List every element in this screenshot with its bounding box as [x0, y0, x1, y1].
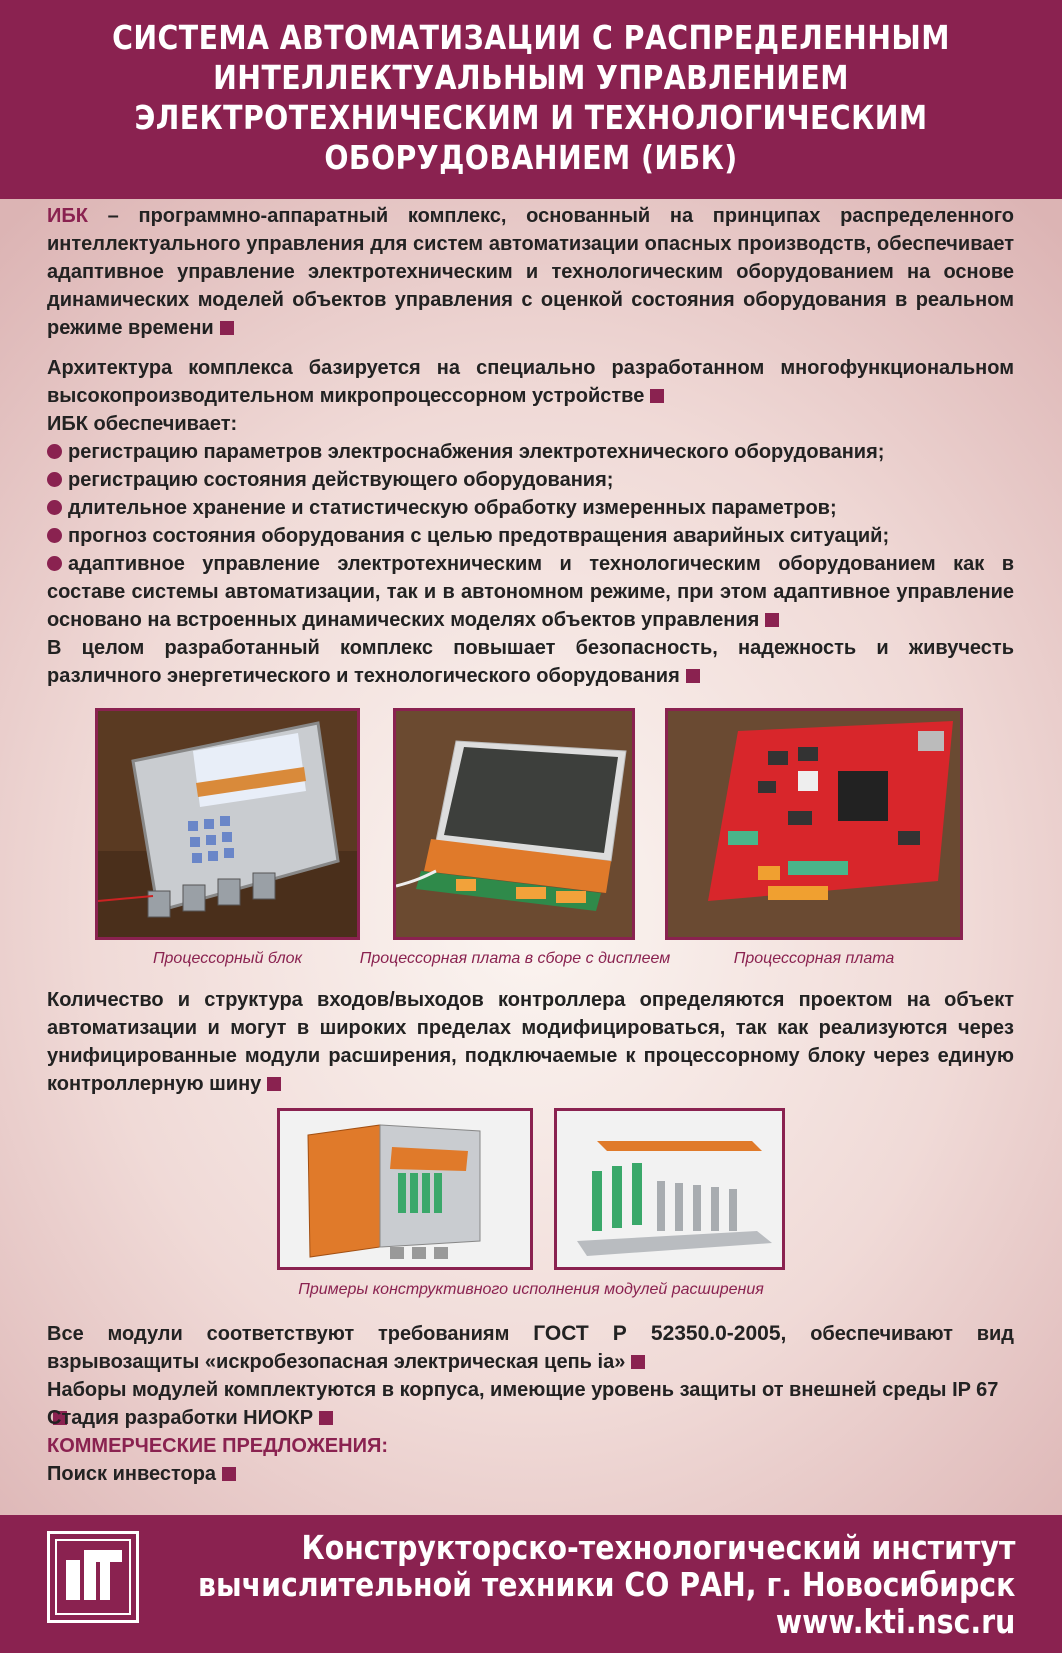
end-square-icon — [631, 1355, 645, 1369]
io-paragraph — [47, 986, 1014, 1098]
logo-mark-icon — [50, 1534, 136, 1620]
investor-paragraph — [47, 1460, 1014, 1488]
stage-paragraph — [47, 1404, 1014, 1432]
institute-url[interactable]: www.kti.nsc.ru — [775, 1602, 1015, 1641]
caption-expansion-modules: Примеры конструктивного исполнения модулей расширения — [298, 1281, 764, 1298]
caption-processor-board: Процессорная плата — [733, 950, 895, 967]
architecture-text: Архитектура комплекса базируется на специально разработанном многофункциональном высокопроизводительном микропроцессорном устройстве — [47, 357, 1014, 407]
ibk-abbr: ИБК — [47, 205, 88, 227]
ip-text: Наборы модулей комплектуются в корпуса, имеющие уровень защиты от внешней среды IP 67 — [47, 1379, 999, 1401]
poster-footer — [0, 1515, 1062, 1653]
bullet-dot-icon — [47, 528, 62, 543]
architecture-paragraph — [47, 354, 1014, 410]
end-square-icon — [686, 669, 700, 683]
summary-paragraph — [47, 634, 1014, 690]
photo-module-enclosure — [277, 1108, 533, 1270]
end-square-icon — [650, 389, 664, 403]
bullet-dot-icon — [47, 444, 62, 459]
gost-prefix: Все модули соответствуют требованиям — [47, 1323, 510, 1345]
institute-logo — [47, 1531, 139, 1623]
end-square-icon — [765, 613, 779, 627]
institute-name — [198, 1529, 1015, 1640]
module-enclosure-image — [280, 1111, 530, 1267]
processor-board-image — [668, 711, 960, 937]
title-line: ОБОРУДОВАНИЕМ (ИБК) — [324, 138, 738, 177]
bullet-dot-icon — [47, 472, 62, 487]
intro-text: – программно-аппаратный комплекс, основанный на принципах распределенного интеллектуального управления для систем автоматизации опасных производств, обеспечивает адаптивное управление электротехническим и технологическим оборудованием на основе динамических моделей объектов управления с оценкой состояния оборудования в реальном режиме времени — [47, 205, 1014, 339]
title-line: ИНТЕЛЛЕКТУАЛЬНЫМ УПРАВЛЕНИЕМ — [213, 58, 849, 97]
gost-suffix: обеспечивают вид взрывозащиты «искробезопасная электрическая цепь ia» — [47, 1323, 1014, 1373]
title-line: СИСТЕМА АВТОМАТИЗАЦИИ С РАСПРЕДЕЛЕННЫМ — [112, 18, 950, 57]
processor-unit-image — [98, 711, 357, 937]
caption-processor-unit: Процессорный блок — [152, 950, 303, 967]
summary-text: В целом разработанный комплекс повышает безопасность, надежность и живучесть различного энергетического и технологического оборудования — [47, 637, 1014, 687]
bullet-item — [47, 522, 1014, 550]
bullet-item — [47, 494, 1014, 522]
module-rack-image — [557, 1111, 782, 1267]
bullet-item — [47, 466, 1014, 494]
intro-paragraph — [47, 202, 1014, 342]
photo-board-with-display — [393, 708, 635, 940]
gost-paragraph — [47, 1320, 1014, 1376]
photo-module-rack — [554, 1108, 785, 1270]
bullet-dot-icon — [47, 500, 62, 515]
poster-header — [0, 0, 1062, 199]
end-square-icon — [267, 1077, 281, 1091]
commercial-heading: КОММЕРЧЕСКИЕ ПРЕДЛОЖЕНИЯ: — [47, 1435, 388, 1457]
bullet-text: прогноз состояния оборудования с целью предотвращения аварийных ситуаций; — [68, 525, 890, 547]
title-line: ЭЛЕКТРОТЕХНИЧЕСКИМ И ТЕХНОЛОГИЧЕСКИМ — [134, 98, 928, 137]
end-square-icon — [222, 1467, 236, 1481]
provides-label: ИБК обеспечивает: — [47, 413, 238, 435]
photo-processor-board — [665, 708, 963, 940]
institute-line-1: Конструкторско-технологический институт — [301, 1528, 1015, 1567]
stage-text: Стадия разработки НИОКР — [47, 1407, 314, 1429]
end-square-icon — [319, 1411, 333, 1425]
poster-title — [74, 0, 987, 178]
bullet-text: регистрацию параметров электроснабжения электротехнического оборудования; — [68, 441, 885, 463]
gost-standard: ГОСТ Р 52350.0-2005, — [533, 1322, 787, 1345]
investor-text: Поиск инвестора — [47, 1463, 217, 1485]
institute-line-2: вычислительной техники СО РАН, г. Новосибирск — [197, 1565, 1015, 1604]
bullet-dot-icon — [47, 556, 62, 571]
end-square-icon — [220, 321, 234, 335]
io-text: Количество и структура входов/выходов контроллера определяются проектом на объект автоматизации и могут в широких пределах модифицироваться, так как реализуются через унифицированные модули расширения, подключаемые к процессорному блоку через единую контроллерную шину — [47, 989, 1014, 1095]
bullet-item — [47, 550, 1014, 634]
bullet-text: длительное хранение и статистическую обработку измеренных параметров; — [68, 497, 837, 519]
bullet-text: адаптивное управление электротехническим и технологическим оборудованием как в составе системы автоматизации, так и в автономном режиме, при этом адаптивное управление основано на встроенных динамических моделях объектов управления — [47, 553, 1014, 631]
board-display-image — [396, 711, 632, 937]
bullet-item — [47, 438, 1014, 466]
caption-board-with-display: Процессорная плата в сборе с дисплеем — [359, 950, 671, 967]
photo-processor-unit — [95, 708, 360, 940]
bullet-text: регистрацию состояния действующего оборудования; — [68, 469, 614, 491]
